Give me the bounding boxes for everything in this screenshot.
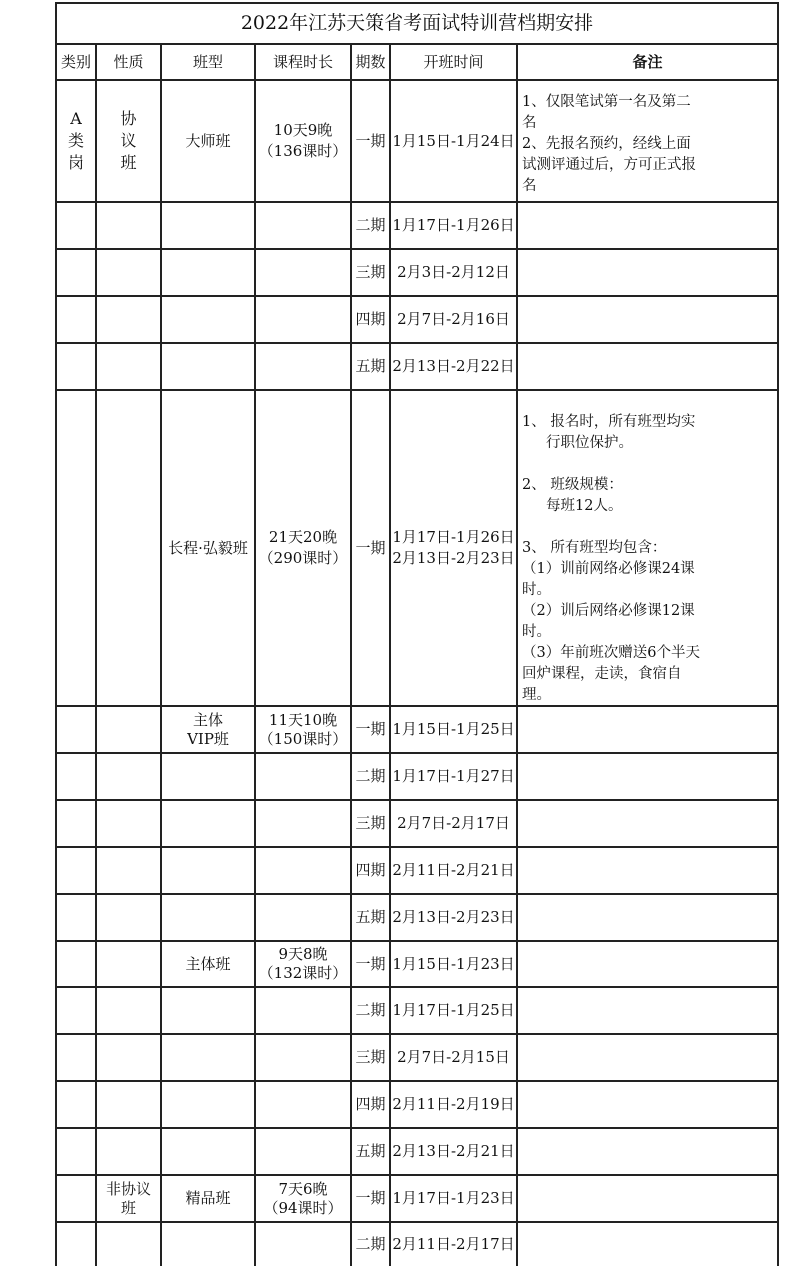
time-cell: 1月15日-1月23日 xyxy=(392,954,515,973)
time-cell: 2月7日-2月15日 xyxy=(397,1048,510,1066)
period-cell: 四期 xyxy=(355,861,386,879)
duration-vip xyxy=(256,707,350,752)
header-category: 类别 xyxy=(60,52,91,71)
time-cell: 2月13日-2月22日 xyxy=(392,357,515,375)
remarks-general xyxy=(518,412,777,702)
period-cell: 二期 xyxy=(355,1001,386,1019)
period-cell: 四期 xyxy=(355,310,386,328)
remark-line: 行职位保护。 xyxy=(546,435,633,451)
remark-line: 3、 所有班型均包含： xyxy=(522,540,667,556)
time-cell: 1月17日-1月26日 xyxy=(392,216,515,234)
time-cell: 1月15日-1月25日 xyxy=(392,720,515,738)
table-title: 2022年江苏天策省考面试特训营档期安排 xyxy=(240,12,594,34)
remark-line: 2、 班级规模： xyxy=(522,477,623,493)
remark-line: 2、先报名预约，经线上面 xyxy=(522,136,691,152)
class-main: 主体班 xyxy=(185,954,231,973)
duration-line: （136课时） xyxy=(258,142,348,160)
header-remarks: 备注 xyxy=(632,52,663,71)
remark-line: （2）训后网络必修课12课 xyxy=(522,603,695,619)
duration-main xyxy=(256,942,350,986)
time-cell: 1月17日-1月27日 xyxy=(392,767,515,785)
duration-line: 10天9晚 xyxy=(273,121,333,139)
remark-line: 理。 xyxy=(522,687,551,703)
nature-non-agreement xyxy=(97,1176,160,1221)
remark-line: 时。 xyxy=(522,582,551,598)
remark-line: （3）年前班次赠送6个半天 xyxy=(522,645,700,661)
duration-line: （150课时） xyxy=(258,729,348,748)
time-cell: 2月11日-2月21日 xyxy=(392,861,515,879)
period-cell: 二期 xyxy=(355,767,386,785)
time-cell: 1月15日-1月24日 xyxy=(392,131,515,150)
class-vip xyxy=(162,707,254,752)
period-cell: 五期 xyxy=(355,908,386,926)
nature-char: 议 xyxy=(120,131,137,150)
nature-char: 协 xyxy=(120,109,137,128)
nature-agreement xyxy=(97,81,160,201)
time-line: 1月17日-1月26日 xyxy=(392,528,515,546)
duration-line: （290课时） xyxy=(258,549,348,567)
period-cell: 一期 xyxy=(355,538,386,557)
remark-line: 名 xyxy=(522,115,537,131)
remark-line: 回炉课程，走读，食宿自 xyxy=(522,666,682,682)
period-cell: 一期 xyxy=(355,954,386,973)
header-class-type: 班型 xyxy=(192,52,223,71)
time-cell: 2月13日-2月23日 xyxy=(392,908,515,926)
period-cell: 三期 xyxy=(355,814,386,832)
class-long: 长程·弘毅班 xyxy=(168,538,248,557)
duration-master xyxy=(256,81,350,201)
time-cell: 2月3日-2月12日 xyxy=(397,263,510,281)
category-a-char: 岗 xyxy=(67,153,84,172)
time-cell xyxy=(391,391,516,705)
period-cell: 五期 xyxy=(355,1142,386,1160)
nature-line: 班 xyxy=(120,1198,136,1217)
duration-line: （94课时） xyxy=(263,1198,343,1217)
time-cell: 2月13日-2月21日 xyxy=(392,1142,515,1160)
remark-line: 名 xyxy=(522,178,537,194)
remark-line: 每班12人。 xyxy=(546,498,623,514)
time-line: 2月13日-2月23日 xyxy=(392,549,515,567)
period-cell: 二期 xyxy=(355,1235,386,1253)
category-a-char: A xyxy=(70,109,82,128)
remark-line: 1、仅限笔试第一名及第二 xyxy=(522,94,691,110)
duration-elite xyxy=(256,1176,350,1221)
grid-line xyxy=(95,43,97,1266)
period-cell: 一期 xyxy=(355,131,386,150)
time-cell: 1月17日-1月23日 xyxy=(392,1189,515,1207)
class-line: VIP班 xyxy=(187,729,229,748)
period-cell: 三期 xyxy=(355,263,386,281)
time-cell: 1月17日-1月25日 xyxy=(392,1001,515,1019)
duration-line: 11天10晚 xyxy=(268,710,338,729)
category-a-char: 类 xyxy=(67,131,84,150)
class-master: 大师班 xyxy=(185,131,231,150)
remark-line: 1、 报名时，所有班型均实 xyxy=(522,414,696,430)
nature-char: 班 xyxy=(120,153,137,172)
duration-line: （132课时） xyxy=(258,964,348,982)
header-duration: 课程时长 xyxy=(272,52,333,71)
time-cell: 2月7日-2月16日 xyxy=(397,310,510,328)
duration-line: 9天8晚 xyxy=(278,945,328,963)
time-cell: 2月7日-2月17日 xyxy=(397,814,510,832)
duration-line: 21天20晚 xyxy=(268,528,338,546)
period-cell: 三期 xyxy=(355,1048,386,1066)
category-a xyxy=(57,81,95,201)
time-cell: 2月11日-2月19日 xyxy=(392,1095,515,1113)
nature-line: 非协议 xyxy=(105,1179,151,1198)
duration-long xyxy=(256,391,350,705)
remark-line: 时。 xyxy=(522,624,551,640)
class-line: 主体 xyxy=(192,710,223,729)
time-cell: 2月11日-2月17日 xyxy=(392,1235,515,1253)
grid-line xyxy=(777,2,779,1266)
header-period: 期数 xyxy=(355,52,386,71)
remark-line: 试测评通过后，方可正式报 xyxy=(522,157,696,173)
grid-line xyxy=(55,201,95,203)
period-cell: 一期 xyxy=(355,720,386,738)
period-cell: 二期 xyxy=(355,216,386,234)
class-elite: 精品班 xyxy=(185,1189,231,1207)
period-cell: 一期 xyxy=(355,1189,386,1207)
remark-line: （1）训前网络必修课24课 xyxy=(522,561,695,577)
period-cell: 四期 xyxy=(355,1095,386,1113)
remarks-master xyxy=(518,92,777,198)
header-nature: 性质 xyxy=(113,52,144,71)
header-start-time: 开班时间 xyxy=(423,52,484,71)
period-cell: 五期 xyxy=(355,357,386,375)
duration-line: 7天6晚 xyxy=(278,1179,328,1198)
